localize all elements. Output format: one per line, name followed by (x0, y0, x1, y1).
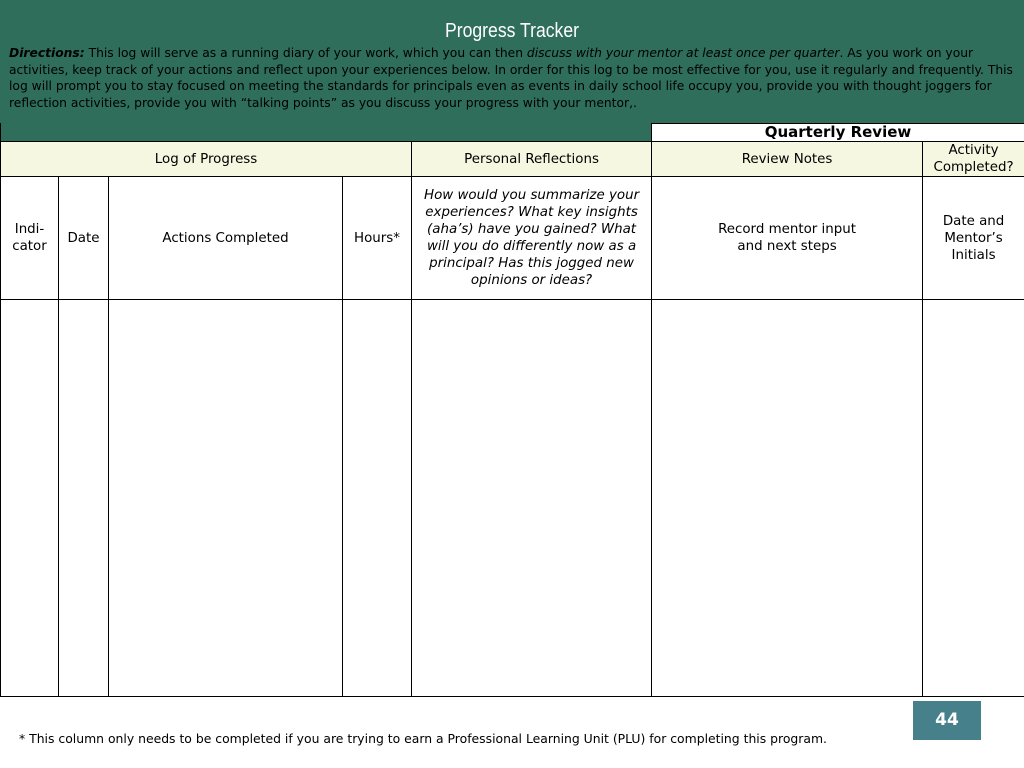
activity-entry-cell[interactable] (923, 300, 1024, 697)
activity-prompt: Date and Mentor’s Initials (923, 177, 1024, 300)
activity-completed-heading: Activity Completed? (923, 142, 1024, 177)
entry-row (1, 300, 1024, 697)
review-notes-prompt-text: Record mentor input and next steps (718, 222, 857, 254)
directions-text (9, 45, 1017, 111)
review-notes-entry-cell[interactable] (652, 300, 923, 697)
hours-header: Hours* (343, 177, 412, 300)
header-band (0, 0, 1024, 123)
reflections-entry-cell[interactable] (412, 300, 652, 697)
section-band-row (1, 142, 1024, 177)
reflection-prompt: How would you summarize your experiences? What key insights (aha’s) have you gained? What will you do differently now as a principal? Has this jogged new opinions or ideas? (412, 177, 652, 300)
directions-italic: discuss with your mentor at least once per quarter (526, 46, 840, 60)
directions-label: Directions: (9, 46, 85, 60)
directions-part2: . As you work on your activities, keep track of your actions and reflect upon your experiences below. In order for this log to be most effective for you, use it regularly and frequently. This log will prompt you to stay focused on meeting the standards for principals even as events in daily school life occupy you, provide you with thought joggers for reflection activities, provide you with “talking points” as you discuss your progress with your mentor,. (9, 46, 1013, 110)
review-notes-prompt (652, 177, 923, 300)
header-extension (0, 123, 652, 141)
date-header: Date (59, 177, 109, 300)
personal-reflections-heading: Personal Reflections (412, 142, 652, 177)
quarterly-review-heading: Quarterly Review (651, 123, 1024, 141)
column-header-row (1, 177, 1024, 300)
page-number-badge: 44 (913, 701, 981, 740)
indicator-entry-cell[interactable] (1, 300, 59, 697)
actions-entry-cell[interactable] (109, 300, 343, 697)
log-of-progress-heading: Log of Progress (1, 142, 412, 177)
directions-part1: This log will serve as a running diary of your work, which you can then (84, 46, 527, 60)
page-title: Progress Tracker (444, 20, 579, 42)
review-notes-heading: Review Notes (652, 142, 923, 177)
footnote: * This column only needs to be completed if you are trying to earn a Professional Learning Unit (PLU) for completing this program. (19, 731, 827, 746)
progress-log-table (0, 141, 1024, 697)
indicator-header: Indi-cator (1, 177, 59, 300)
date-entry-cell[interactable] (59, 300, 109, 697)
actions-completed-header: Actions Completed (109, 177, 343, 300)
hours-entry-cell[interactable] (343, 300, 412, 697)
